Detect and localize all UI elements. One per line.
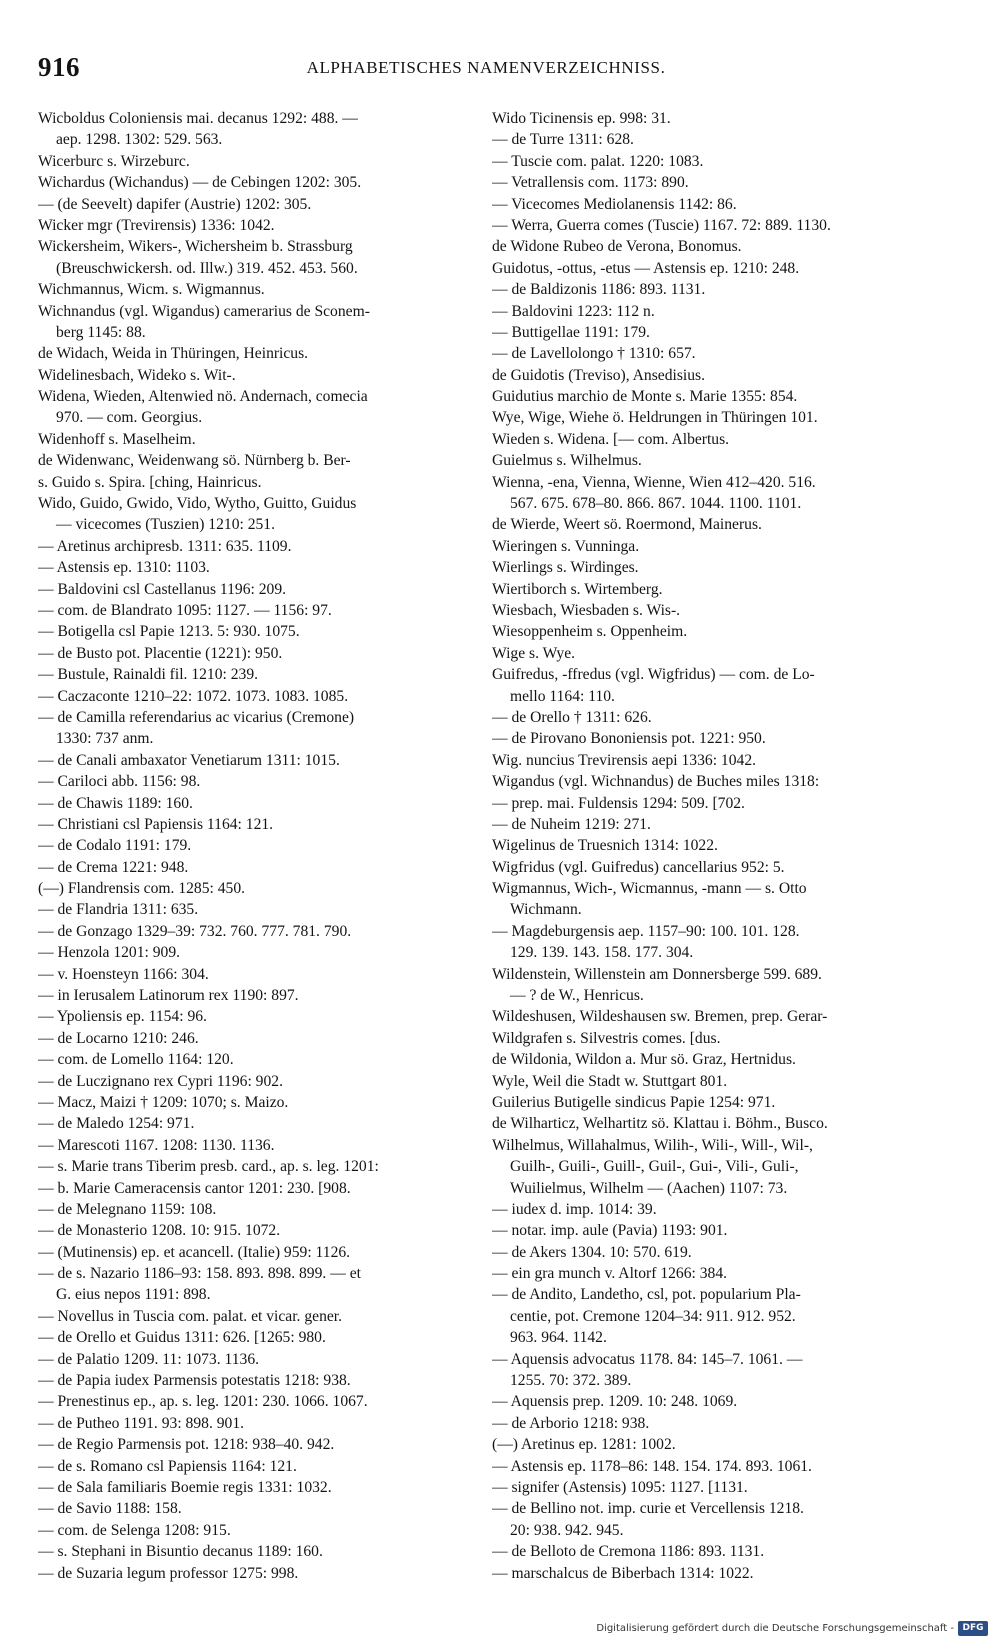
index-entry-line: — de Pirovano Bononiensis pot. 1221: 950.	[492, 730, 766, 748]
index-entry-line: Guilh-, Guili-, Guill-, Guil-, Gui-, Vili-, Guli-,	[510, 1158, 799, 1176]
index-entry-line: — Prenestinus ep., ap. s. leg. 1201: 230. 1066. 1067.	[38, 1393, 368, 1411]
index-entry-line: centie, pot. Cremone 1204–34: 911. 912. 952.	[510, 1307, 796, 1325]
index-entry-line: — de Belloto de Cremona 1186: 893. 1131.	[492, 1543, 765, 1561]
index-entry-line: — de Luczignano rex Cypri 1196: 902.	[38, 1072, 283, 1090]
index-entry-line: — notar. imp. aule (Pavia) 1193: 901.	[492, 1222, 728, 1240]
index-entry-line: — de Chawis 1189: 160.	[38, 794, 193, 812]
index-entry-line: Wichmann.	[510, 901, 582, 919]
index-entry-line: de Widenwanc, Weidenwang sö. Nürnberg b. Ber-	[38, 452, 351, 470]
index-entry-line: — Magdeburgensis aep. 1157–90: 100. 101. 128.	[492, 922, 800, 940]
index-entry-line: — de Savio 1188: 158.	[38, 1500, 182, 1518]
index-entry-line: — de Bellino not. imp. curie et Vercellensis 1218.	[492, 1500, 804, 1518]
index-entry-line: Wienna, -ena, Vienna, Wienne, Wien 412–420. 516.	[492, 473, 816, 491]
index-entry-line: (Breuschwickersh. od. Illw.) 319. 452. 453. 560.	[56, 259, 358, 277]
running-title: ALPHABETISCHES NAMENVERZEICHNISS.	[306, 58, 666, 77]
index-entry-line: Guifredus, -ffredus (vgl. Wigfridus) — com. de Lo-	[492, 666, 815, 684]
index-entry-line: — Novellus in Tuscia com. palat. et vicar. gener.	[38, 1307, 343, 1325]
index-entry-line: Wigfridus (vgl. Guifredus) cancellarius 952: 5.	[492, 858, 785, 876]
dfg-logo: DFG	[958, 1621, 988, 1636]
index-entry-line: — com. de Blandrato 1095: 1127. — 1156: 97.	[38, 601, 332, 619]
index-entry-line: de Widone Rubeo de Verona, Bonomus.	[492, 238, 742, 256]
index-entry-line: — Cariloci abb. 1156: 98.	[38, 773, 201, 791]
index-entry-line: Wicerburc s. Wirzeburc.	[38, 152, 190, 170]
index-entry-line: — de s. Romano csl Papiensis 1164: 121.	[38, 1457, 297, 1475]
index-entry-line: Wuilielmus, Wilhelm — (Aachen) 1107: 73.	[510, 1179, 788, 1197]
index-entry-line: (—) Aretinus ep. 1281: 1002.	[492, 1436, 676, 1454]
index-entry-line: Wido Ticinensis ep. 998: 31.	[492, 110, 671, 127]
index-entry-line: de Guidotis (Treviso), Ansedisius.	[492, 366, 705, 384]
index-entry-line: — Christiani csl Papiensis 1164: 121.	[38, 815, 274, 833]
index-entry-line: — Aquensis prep. 1209. 10: 248. 1069.	[492, 1393, 738, 1411]
index-entry-line: Guielmus s. Wilhelmus.	[492, 452, 642, 470]
index-entry-line: — de Arborio 1218: 938.	[492, 1414, 650, 1432]
index-entry-line: — de Akers 1304. 10: 570. 619.	[492, 1243, 692, 1261]
index-entry-line: — Baldovini csl Castellanus 1196: 209.	[38, 580, 287, 598]
index-entry-line: Wigandus (vgl. Wichnandus) de Buches miles 1318:	[492, 773, 820, 791]
index-entry-line: — Astensis ep. 1178–86: 148. 154. 174. 893. 1061.	[492, 1457, 812, 1475]
index-entry-line: — vicecomes (Tuszien) 1210: 251.	[56, 516, 276, 534]
index-entry-line: — Henzola 1201: 909.	[38, 944, 181, 962]
index-entry-line: 567. 675. 678–80. 866. 867. 1044. 1100. 1101.	[510, 495, 802, 513]
index-entry-line: Wildeshusen, Wildeshausen sw. Bremen, prep. Gerar-	[492, 1008, 828, 1026]
index-entry-line: — Aretinus archipresb. 1311: 635. 1109.	[38, 537, 292, 555]
index-entry-line: — de Codalo 1191: 179.	[38, 837, 192, 855]
index-entry-line: 1255. 70: 372. 389.	[510, 1372, 632, 1390]
index-entry-line: — de Orello † 1311: 626.	[492, 708, 652, 726]
index-entry-line: — de Flandria 1311: 635.	[38, 901, 199, 919]
index-entry-line: berg 1145: 88.	[56, 323, 146, 341]
index-entry-line: — Vicecomes Mediolanensis 1142: 86.	[492, 195, 737, 213]
index-entry-line: — de Regio Parmensis pot. 1218: 938–40. 942.	[38, 1436, 335, 1454]
index-entry-line: Wichmannus, Wicm. s. Wigmannus.	[38, 281, 265, 299]
index-entry-line: — de Melegnano 1159: 108.	[38, 1200, 217, 1218]
index-entry-line: Wichnandus (vgl. Wigandus) camerarius de Sconem-	[38, 302, 370, 320]
index-entry-line: — marschalcus de Biberbach 1314: 1022.	[492, 1564, 754, 1582]
index-entry-line: — de s. Nazario 1186–93: 158. 893. 898. 899. — et	[38, 1265, 361, 1283]
index-entry-line: Wige s. Wye.	[492, 644, 576, 662]
index-entry-line: de Wierde, Weert sö. Roermond, Mainerus.	[492, 516, 762, 534]
index-entry-line: — ? de W., Henricus.	[510, 987, 644, 1005]
index-entry-line: Widenhoff s. Maselheim.	[38, 430, 196, 448]
index-column-right	[492, 108, 932, 1584]
index-entry-line: — de Putheo 1191. 93: 898. 901.	[38, 1414, 245, 1432]
index-entry-line: — Tuscie com. palat. 1220: 1083.	[492, 152, 704, 170]
index-entry-line: Wildenstein, Willenstein am Donnersberge 599. 689.	[492, 965, 822, 983]
index-entry-line: — Werra, Guerra comes (Tuscie) 1167. 72: 889. 1130.	[492, 216, 831, 234]
index-entry-line: Wierlings s. Wirdinges.	[492, 559, 639, 577]
index-entry-line: Wiertiborch s. Wirtemberg.	[492, 580, 663, 598]
index-entry-line: Wig. nuncius Trevirensis aepi 1336: 1042.	[492, 751, 757, 769]
index-entry-line: Wiesoppenheim s. Oppenheim.	[492, 623, 688, 641]
index-entry-line: — de Papia iudex Parmensis potestatis 1218: 938.	[38, 1372, 351, 1390]
index-entry-line: — de Gonzago 1329–39: 732. 760. 777. 781. 790.	[38, 922, 352, 940]
index-entry-line: — com. de Lomello 1164: 120.	[38, 1051, 234, 1069]
index-entry-line: — de Crema 1221: 948.	[38, 858, 189, 876]
index-entry-line: — de Orello et Guidus 1311: 626. [1265: 980.	[38, 1329, 326, 1347]
index-entry-line: Wichardus (Wichandus) — de Cebingen 1202: 305.	[38, 174, 362, 192]
index-entry-line: — de Locarno 1210: 246.	[38, 1029, 199, 1047]
index-entry-line: — de Camilla referendarius ac vicarius (Cremone)	[38, 708, 355, 726]
index-entry-line: Wye, Wige, Wiehe ö. Heldrungen in Thüringen 101.	[492, 409, 818, 427]
index-entry-line: — de Monasterio 1208. 10: 915. 1072.	[38, 1222, 281, 1240]
index-entry-line: — de Busto pot. Placentie (1221): 950.	[38, 644, 283, 662]
index-entry-line: 129. 139. 143. 158. 177. 304.	[510, 944, 694, 962]
index-entry-line: — s. Stephani in Bisuntio decanus 1189: 160.	[38, 1543, 323, 1561]
index-entry-line: mello 1164: 110.	[510, 687, 615, 705]
index-entry-line: — in Ierusalem Latinorum rex 1190: 897.	[38, 987, 299, 1005]
page-number: 916	[38, 52, 80, 82]
index-entry-line: 970. — com. Georgius.	[56, 409, 203, 427]
index-entry-line: de Wilharticz, Welhartitz sö. Klattau i. Böhm., Busco.	[492, 1115, 828, 1133]
index-entry-line: Wigmannus, Wich-, Wicmannus, -mann — s. Otto	[492, 880, 807, 898]
index-entry-line: — signifer (Astensis) 1095: 1127. [1131.	[492, 1479, 748, 1496]
index-entry-line: 20: 938. 942. 945.	[510, 1521, 624, 1539]
index-entry-line: Wigelinus de Truesnich 1314: 1022.	[492, 837, 718, 855]
index-entry-line: — Astensis ep. 1310: 1103.	[38, 559, 210, 577]
index-entry-line: — v. Hoensteyn 1166: 304.	[38, 965, 209, 983]
index-entry-line: — de Canali ambaxator Venetiarum 1311: 1015.	[38, 751, 340, 769]
index-entry-line: — Botigella csl Papie 1213. 5: 930. 1075.	[38, 623, 300, 641]
index-entry-line: 963. 964. 1142.	[510, 1329, 607, 1347]
index-entry-line: Wido, Guido, Gwido, Vido, Wytho, Guitto, Guidus	[38, 495, 357, 513]
index-entry-line: — Buttigellae 1191: 179.	[492, 323, 650, 341]
index-entry-line: — de Palatio 1209. 11: 1073. 1136.	[38, 1350, 260, 1368]
index-entry-line: aep. 1298. 1302: 529. 563.	[56, 131, 223, 149]
index-entry-line: G. eius nepos 1191: 898.	[56, 1286, 211, 1304]
index-entry-line: — de Baldizonis 1186: 893. 1131.	[492, 281, 706, 299]
index-entry-line: Wicboldus Coloniensis mai. decanus 1292: 488. —	[38, 110, 358, 127]
index-column-left	[38, 108, 481, 1584]
index-entry-line: 1330: 737 anm.	[56, 730, 154, 748]
index-entry-line: — de Sala familiaris Boemie regis 1331: 1032.	[38, 1479, 332, 1496]
index-entry-line: Widelinesbach, Wideko s. Wit-.	[38, 366, 236, 384]
index-entry-line: Wieden s. Widena. [— com. Albertus.	[492, 430, 730, 448]
index-entry-line: Guidutius marchio de Monte s. Marie 1355: 854.	[492, 388, 798, 406]
index-entry-line: Wieringen s. Vunninga.	[492, 537, 640, 555]
index-entry-line: — Macz, Maizi † 1209: 1070; s. Maizo.	[38, 1093, 289, 1111]
index-entry-line: — de Turre 1311: 628.	[492, 131, 634, 149]
index-entry-line: Wilhelmus, Willahalmus, Wilih-, Wili-, Will-, Wil-,	[492, 1136, 813, 1154]
index-entry-line: — de Suzaria legum professor 1275: 998.	[38, 1564, 299, 1582]
index-entry-line: de Wildonia, Wildon a. Mur sö. Graz, Hertnidus.	[492, 1051, 796, 1069]
index-entry-line: — Baldovini 1223: 112 n.	[492, 302, 655, 320]
index-entry-line: — b. Marie Cameracensis cantor 1201: 230. [908.	[38, 1179, 351, 1197]
index-entry-line: — Ypoliensis ep. 1154: 96.	[38, 1008, 207, 1026]
index-entry-line: — de Maledo 1254: 971.	[38, 1115, 195, 1133]
index-entry-line: — Aquensis advocatus 1178. 84: 145–7. 1061. —	[492, 1350, 803, 1368]
index-entry-line: — de Lavellolongo † 1310: 657.	[492, 345, 696, 363]
index-entry-line: de Widach, Weida in Thüringen, Heinricus.	[38, 345, 309, 363]
index-entry-line: — (Mutinensis) ep. et acancell. (Italie) 959: 1126.	[38, 1243, 351, 1261]
index-entry-line: — Vetrallensis com. 1173: 890.	[492, 174, 689, 192]
index-entry-line: (—) Flandrensis com. 1285: 450.	[38, 880, 246, 898]
index-entry-line: — ein gra munch v. Altorf 1266: 384.	[492, 1265, 728, 1283]
index-entry-line: Wildgrafen s. Silvestris comes. [dus.	[492, 1029, 721, 1047]
index-entry-line: — com. de Selenga 1208: 915.	[38, 1521, 231, 1539]
index-entry-line: — s. Marie trans Tiberim presb. card., ap. s. leg. 1201:	[38, 1158, 379, 1176]
index-entry-line: — prep. mai. Fuldensis 1294: 509. [702.	[492, 794, 745, 812]
index-entry-line: — de Nuheim 1219: 271.	[492, 815, 651, 833]
index-entry-line: s. Guido s. Spira. [ching, Hainricus.	[38, 473, 262, 491]
index-entry-line: — (de Seevelt) dapifer (Austrie) 1202: 305.	[38, 195, 312, 213]
index-entry-line: — Marescoti 1167. 1208: 1130. 1136.	[38, 1136, 275, 1154]
index-entry-line: Wiesbach, Wiesbaden s. Wis-.	[492, 601, 681, 619]
index-entry-line: Guidotus, -ottus, -etus — Astensis ep. 1210: 248.	[492, 259, 800, 277]
page-header	[38, 52, 934, 88]
index-entry-line: — Bustule, Rainaldi fil. 1210: 239.	[38, 666, 259, 684]
index-entry-line: Wicker mgr (Trevirensis) 1336: 1042.	[38, 216, 275, 234]
index-entry-line: Guilerius Butigelle sindicus Papie 1254: 971.	[492, 1093, 776, 1111]
index-entry-line: Wyle, Weil die Stadt w. Stuttgart 801.	[492, 1072, 728, 1090]
index-entry-line: Wickersheim, Wikers-, Wichersheim b. Strassburg	[38, 238, 353, 256]
digitization-credit: Digitalisierung gefördert durch die Deutsche Forschungsgemeinschaft -	[596, 1623, 954, 1634]
index-entry-line: — iudex d. imp. 1014: 39.	[492, 1200, 657, 1218]
index-entry-line: Widena, Wieden, Altenwied nö. Andernach, comecia	[38, 388, 368, 406]
index-entry-line: — Caczaconte 1210–22: 1072. 1073. 1083. 1085.	[38, 687, 349, 705]
index-entry-line: — de Andito, Landetho, csl, pot. popularium Pla-	[492, 1286, 801, 1304]
